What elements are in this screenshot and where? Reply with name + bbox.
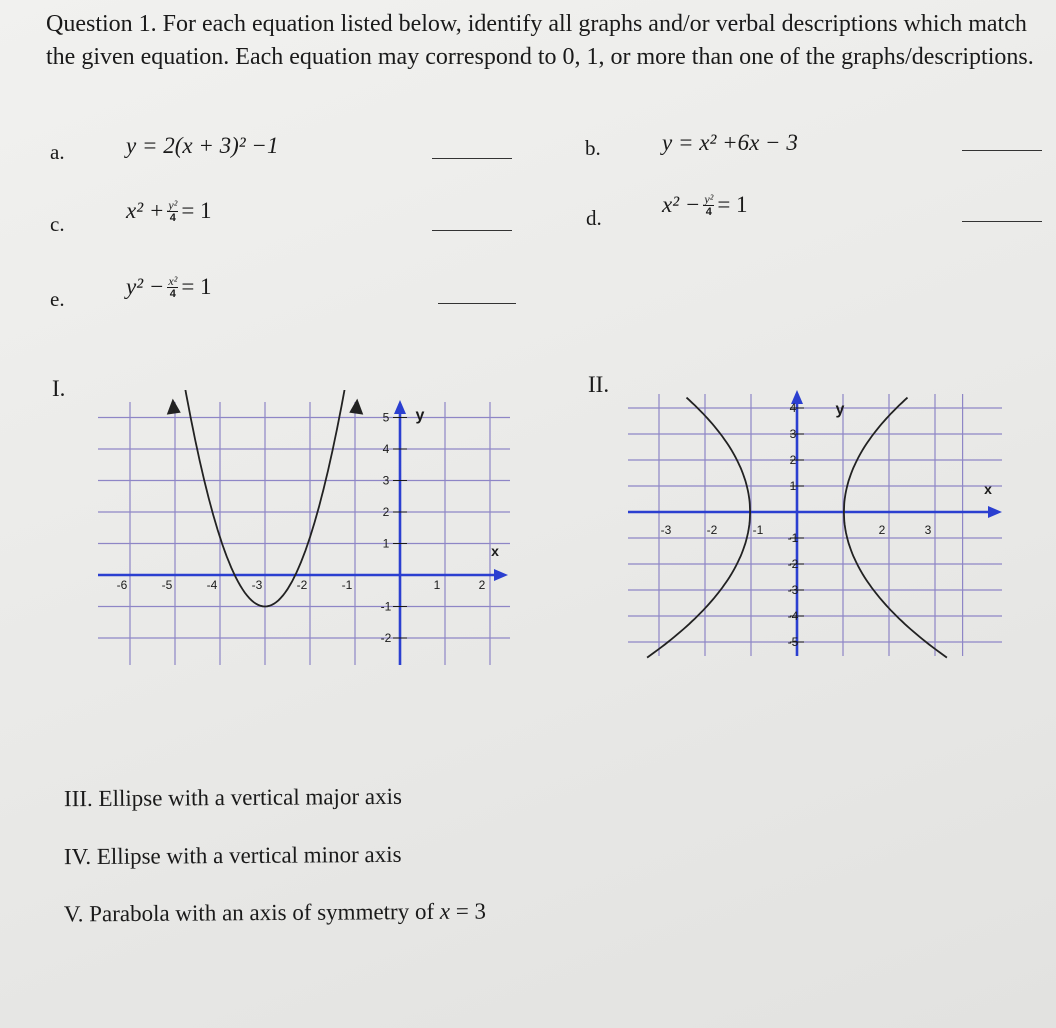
y-tick-label: 5 bbox=[382, 410, 390, 425]
description-V-value: = 3 bbox=[449, 898, 487, 924]
x-axis-label: x bbox=[984, 481, 992, 497]
y-tick-label: -2 bbox=[380, 631, 392, 645]
equation-b-text: y = x² +6x − 3 bbox=[662, 130, 798, 155]
y-tick-label: 3 bbox=[789, 427, 797, 441]
x-tick-label: -2 bbox=[706, 523, 718, 537]
equation-e bbox=[126, 274, 212, 300]
x-tick-label: -3 bbox=[251, 578, 263, 592]
graph-II-label: II. bbox=[588, 372, 610, 397]
equation-c-pre: x² + bbox=[126, 198, 165, 223]
equation-c-post: = 1 bbox=[181, 198, 212, 223]
y-tick-label: -3 bbox=[787, 583, 799, 597]
description-IV-text: Ellipse with a vertical minor axis bbox=[96, 841, 402, 869]
y-axis-arrow-icon bbox=[394, 400, 406, 414]
graph-I-parabola bbox=[90, 390, 520, 670]
y-axis-label: y bbox=[415, 407, 425, 424]
y-tick-label: -1 bbox=[380, 599, 392, 614]
equation-d-numerator: y² bbox=[704, 191, 714, 206]
y-tick-label: 2 bbox=[789, 453, 797, 467]
equation-c bbox=[126, 198, 212, 224]
y-tick-label: -4 bbox=[787, 609, 799, 623]
question-prompt: Question 1. For each equation listed below, identify all graphs and/or verbal descriptions which match the given equation. Each equation may correspond to 0, 1, or more than one of the graphs/descriptions. bbox=[46, 11, 1034, 70]
answer-blank-e[interactable] bbox=[438, 303, 516, 304]
description-III-text: Ellipse with a vertical major axis bbox=[98, 783, 402, 811]
answer-blank-c[interactable] bbox=[432, 230, 512, 231]
parabola-arrow-left-icon bbox=[167, 399, 181, 415]
equation-b-label: b. bbox=[585, 136, 601, 160]
x-tick-label: 1 bbox=[433, 578, 441, 592]
equation-d bbox=[662, 192, 748, 218]
y-tick-label: 1 bbox=[382, 536, 390, 551]
equation-a-text: y = 2(x + 3)² −1 bbox=[126, 133, 279, 158]
equation-d-label: d. bbox=[586, 206, 602, 230]
answer-blank-d[interactable] bbox=[962, 221, 1042, 222]
equation-e-pre: y² − bbox=[126, 274, 165, 299]
y-tick-label: -1 bbox=[787, 531, 799, 545]
description-V-variable: x bbox=[439, 898, 451, 924]
equation-d-post: = 1 bbox=[717, 192, 748, 217]
y-tick-label: 3 bbox=[382, 473, 390, 488]
x-tick-label: 3 bbox=[924, 523, 932, 537]
equation-d-fraction bbox=[703, 193, 714, 218]
x-tick-label: -2 bbox=[296, 578, 308, 592]
description-V bbox=[64, 899, 486, 928]
y-tick-label: 4 bbox=[789, 401, 797, 415]
equation-c-label: c. bbox=[50, 212, 65, 236]
equation-a bbox=[126, 133, 278, 159]
x-tick-label: -4 bbox=[206, 578, 218, 592]
equation-b bbox=[662, 130, 798, 156]
equation-c-denominator: 4 bbox=[169, 211, 176, 224]
x-tick-label: -1 bbox=[752, 523, 764, 537]
x-tick-label: 2 bbox=[878, 523, 886, 537]
parabola-arrow-right-icon bbox=[349, 399, 363, 415]
description-III bbox=[64, 784, 402, 812]
equation-e-fraction bbox=[167, 275, 178, 300]
equation-e-post: = 1 bbox=[181, 274, 212, 299]
y-tick-label: -2 bbox=[787, 557, 799, 571]
x-tick-label: -1 bbox=[341, 578, 353, 592]
x-axis-arrow-icon bbox=[494, 569, 508, 581]
equation-c-fraction bbox=[167, 199, 178, 224]
equation-a-label: a. bbox=[50, 140, 65, 164]
description-IV bbox=[64, 842, 402, 870]
description-III-label: III. bbox=[63, 785, 93, 812]
answer-blank-a[interactable] bbox=[432, 158, 512, 159]
y-tick-label: 2 bbox=[382, 505, 390, 519]
y-tick-label: -5 bbox=[787, 635, 799, 649]
description-V-text: Parabola with an axis of symmetry of bbox=[89, 898, 435, 927]
answer-blank-b[interactable] bbox=[962, 150, 1042, 151]
equation-c-numerator: y² bbox=[168, 197, 178, 212]
graph-II-hyperbola bbox=[622, 384, 1032, 666]
y-tick-label: 4 bbox=[382, 442, 390, 456]
equation-e-denominator: 4 bbox=[169, 287, 176, 300]
equation-e-numerator: x² bbox=[168, 273, 178, 288]
x-tick-label: -3 bbox=[660, 523, 672, 537]
equation-e-label: e. bbox=[50, 287, 65, 311]
y-axis-label: y bbox=[835, 401, 845, 418]
equation-d-pre: x² − bbox=[662, 192, 701, 217]
description-IV-label: IV. bbox=[63, 843, 92, 870]
description-V-label: V. bbox=[63, 901, 84, 927]
x-tick-label: 2 bbox=[478, 578, 486, 592]
graph-I-label: I. bbox=[52, 376, 66, 401]
x-tick-label: -5 bbox=[161, 578, 173, 592]
x-axis-label: x bbox=[491, 543, 499, 559]
hyperbola-branch-right bbox=[844, 398, 947, 658]
x-tick-label: -6 bbox=[116, 578, 128, 592]
y-tick-label: 1 bbox=[789, 479, 797, 493]
x-axis-arrow-icon bbox=[988, 506, 1002, 518]
equation-d-denominator: 4 bbox=[705, 205, 712, 218]
